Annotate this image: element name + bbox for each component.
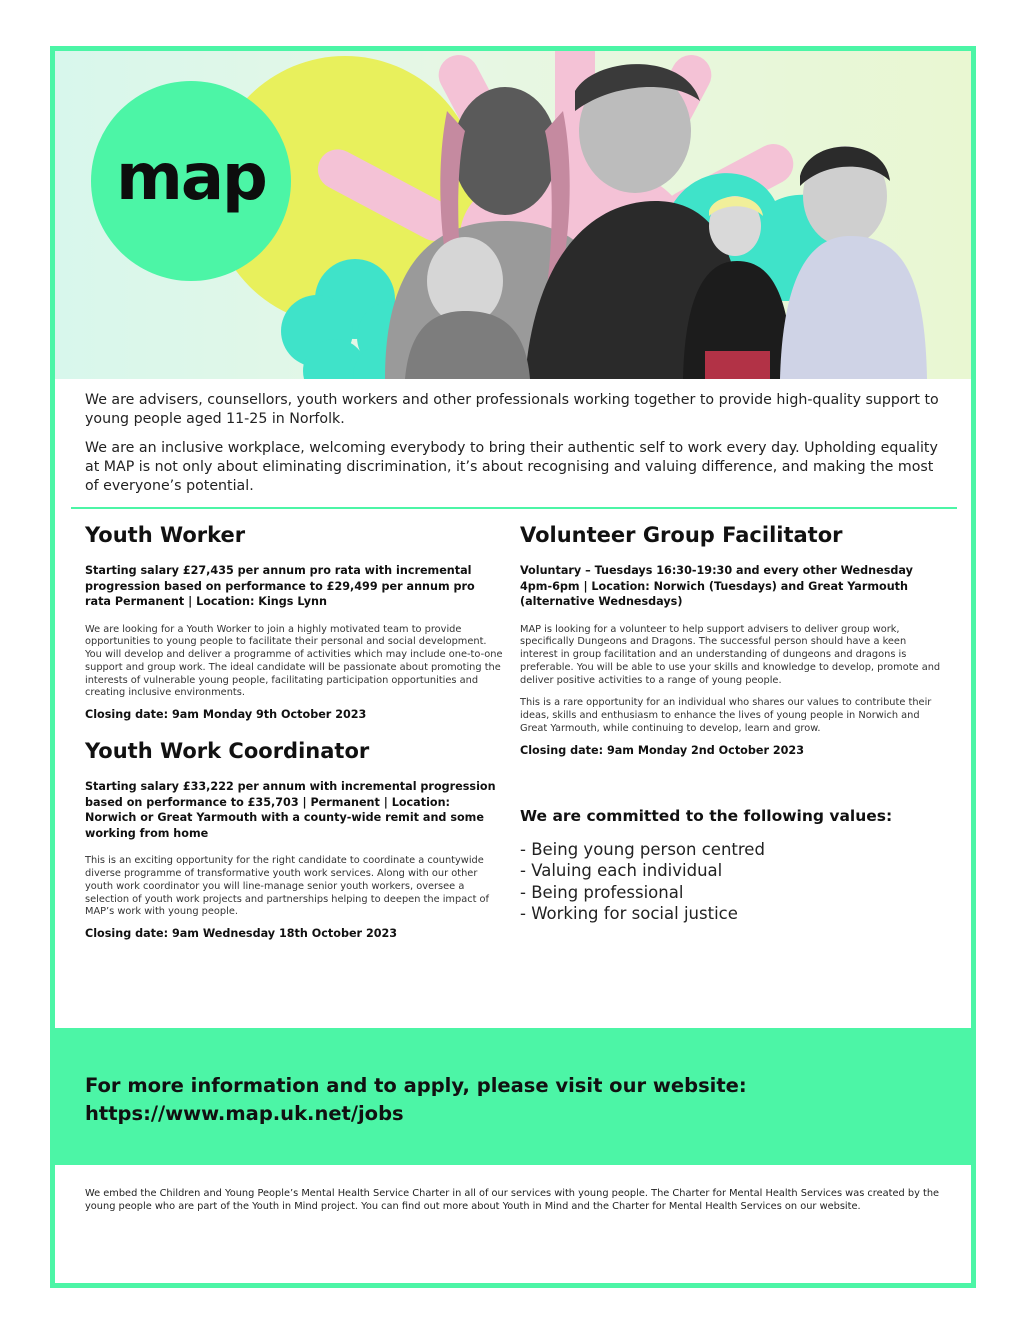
job-terms: Starting salary £33,222 per annum with incremental progression based on performance to £35,703 | Permanent | Location: Norwich or Great Yarmouth with a county-wide remit and some working from home	[85, 780, 496, 840]
job-title: Youth Work Coordinator	[85, 739, 370, 764]
job-closing-date: Closing date: 9am Wednesday 18th October 2023	[85, 927, 398, 941]
website-link[interactable]: https://www.map.uk.net/jobs	[85, 1102, 404, 1125]
right-column	[520, 521, 945, 925]
values-list	[520, 839, 945, 925]
values-list-item: - Working for social justice	[520, 904, 738, 924]
values-list-item: - Being professional	[520, 882, 684, 902]
job-description: This is a rare opportunity for an individual who shares our values to contribute their ideas, skills and enthusiasm to enhance the lives of young people in Norwich and Great Yarmouth, while continuing to develop, learn and grow.	[520, 697, 932, 735]
job-title: Youth Worker	[85, 523, 246, 547]
job-terms: Starting salary £27,435 per annum pro rata with incremental progression based on performance to £29,499 per annum pro rata Permanent | Location: Kings Lynn	[85, 564, 475, 608]
map-logo-text: map	[116, 141, 266, 215]
job-youth-worker	[85, 521, 503, 721]
map-logo-badge	[91, 81, 291, 281]
job-terms: Voluntary – Tuesdays 16:30-19:30 and every other Wednesday 4pm-6pm | Location: Norwich (Tuesdays) and Great Yarmouth (alternative Wednesdays)	[520, 564, 913, 608]
job-description: This is an exciting opportunity for the right candidate to coordinate a countywide diverse programme of transformative youth work services. Along with our other youth work coordinator you will line-manage senior youth workers, oversee a selection of youth work projects and partnerships helping to deepen the impact of MAP’s work with young people.	[85, 855, 489, 918]
job-closing-date: Closing date: 9am Monday 9th October 2023	[85, 708, 367, 722]
footer-charter-note: We embed the Children and Young People’s Mental Health Service Charter in all of our services with young people. The Charter for Mental Health Services was created by the young people who are part of the Youth in Mind project. You can find out more about Youth in Mind and the Charter for Mental Health Services on our website.	[85, 1188, 940, 1212]
values-section	[520, 807, 945, 925]
job-description: MAP is looking for a volunteer to help support advisers to deliver group work, specifically Dungeons and Dragons. The successful person should have a keen interest in group facilitation and an understanding of dungeons and dragons is preferable. You will be able to use your skills and knowledge to develop, promote and deliver positive activities to a range of young people.	[520, 623, 941, 686]
cta-text: For more information and to apply, please visit our website:	[85, 1074, 747, 1097]
hero-banner	[55, 51, 971, 379]
poster-frame	[50, 46, 976, 1288]
left-column	[85, 521, 503, 940]
values-list-item: - Being young person centred	[520, 839, 765, 859]
call-to-action-band	[55, 1028, 971, 1165]
job-volunteer-group-facilitator	[520, 521, 945, 757]
intro-paragraph: We are advisers, counsellors, youth workers and other professionals working together to provide high-quality support to young people aged 11-25 in Norfolk.	[85, 392, 939, 427]
job-youth-work-coordinator	[85, 737, 503, 940]
intro-paragraph: We are an inclusive workplace, welcoming everybody to bring their authentic self to work every day. Upholding equality at MAP is not only about eliminating discrimination, it’s about recognising and valuing difference, and making the most of everyone’s potential.	[85, 440, 938, 494]
values-title: We are committed to the following values:	[520, 806, 893, 825]
values-list-item: - Valuing each individual	[520, 861, 723, 881]
intro-section	[85, 391, 945, 496]
section-divider	[71, 507, 957, 509]
job-title: Volunteer Group Facilitator	[520, 523, 843, 547]
job-closing-date: Closing date: 9am Monday 2nd October 2023	[520, 743, 804, 757]
job-description: We are looking for a Youth Worker to join a highly motivated team to provide opportunities to young people to facilitate their personal and social development. You will develop and deliver a programme of activities which may include one-to-one support and group work. The ideal candidate will be passionate about promoting the interests of vulnerable young people, facilitating participation opportunities and creating inclusive environments.	[85, 623, 503, 699]
